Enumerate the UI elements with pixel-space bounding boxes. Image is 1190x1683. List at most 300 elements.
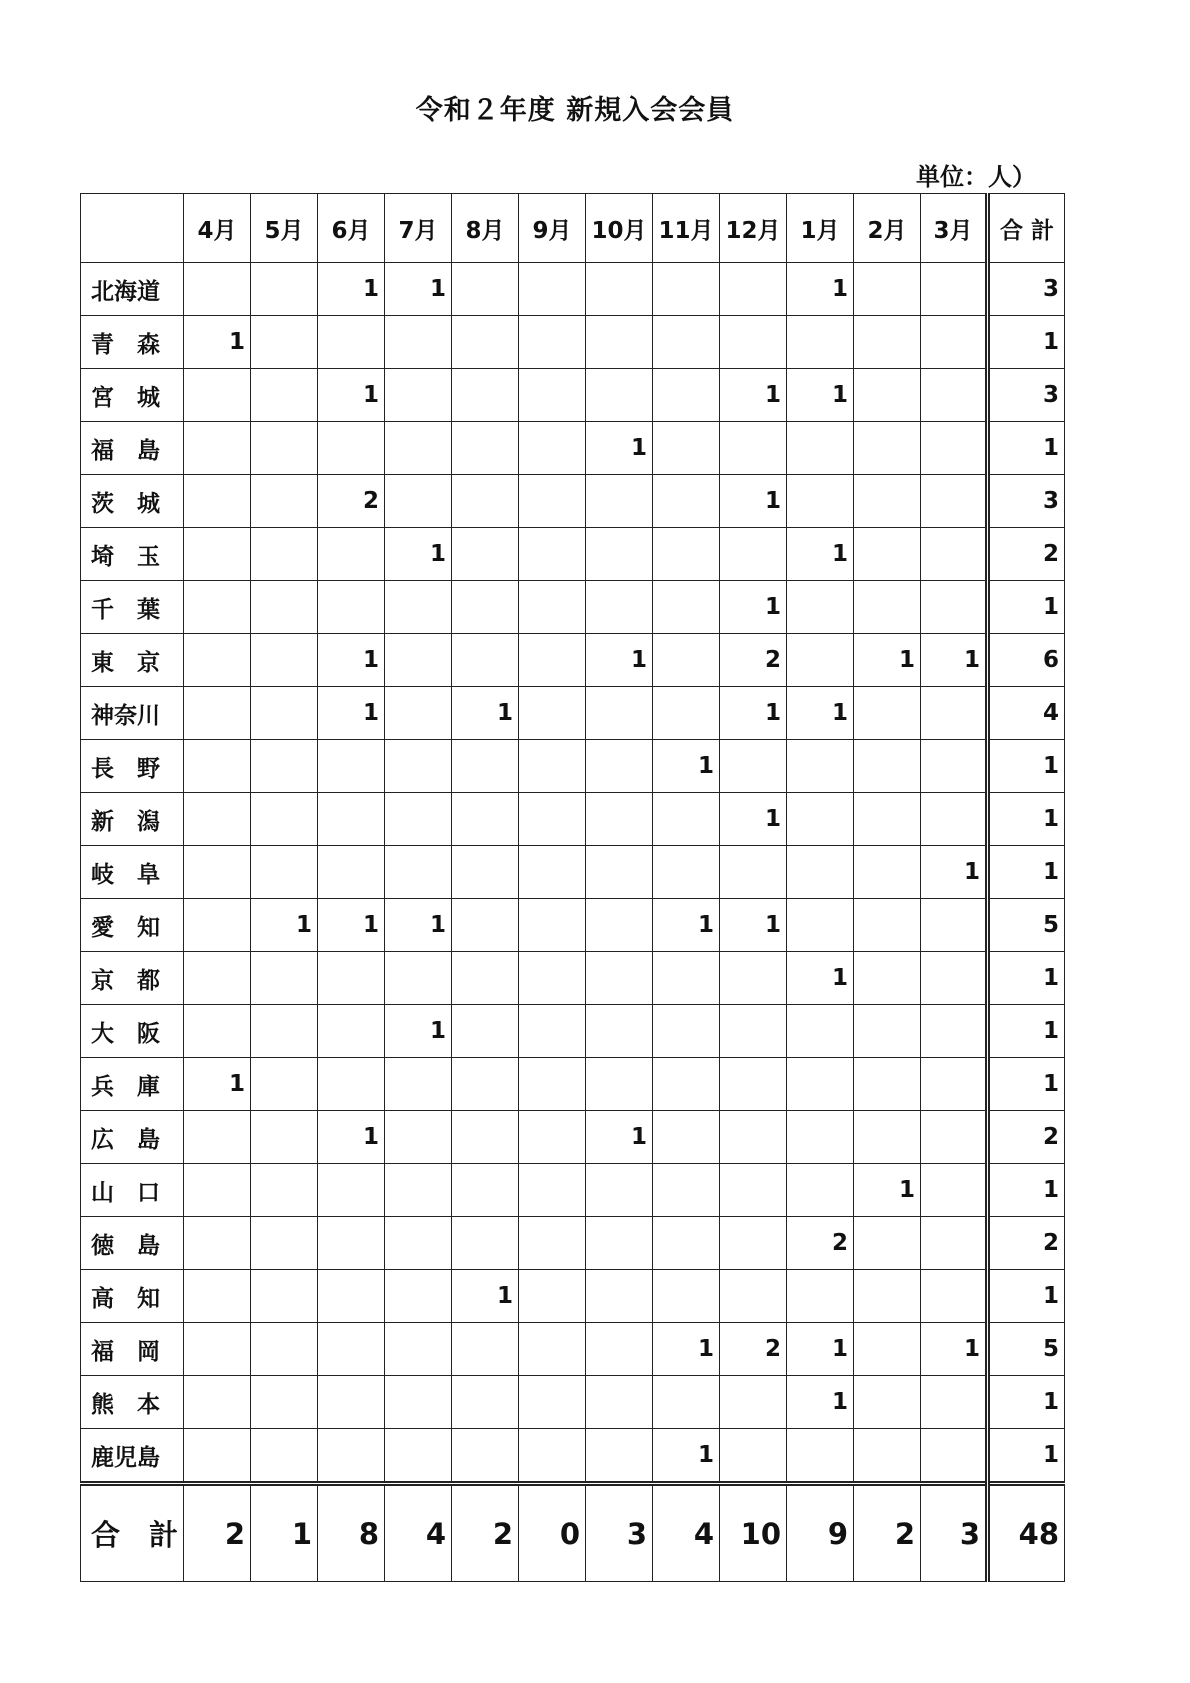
total-label: 合 計 [81, 1484, 184, 1582]
table-cell [452, 1111, 519, 1164]
table-cell: 2 [854, 1484, 921, 1582]
table-cell: 2 [720, 1323, 787, 1376]
table-cell [720, 1217, 787, 1270]
table-cell [251, 369, 318, 422]
table-cell [251, 422, 318, 475]
table-cell [720, 1111, 787, 1164]
table-cell [720, 1376, 787, 1429]
table-cell [787, 1005, 854, 1058]
table-cell [653, 1111, 720, 1164]
row-total-cell: 6 [988, 634, 1065, 687]
table-cell [385, 1429, 452, 1484]
table-cell [519, 899, 586, 952]
table-cell [653, 369, 720, 422]
table-cell [720, 846, 787, 899]
row-total-cell: 2 [988, 528, 1065, 581]
table-cell [653, 475, 720, 528]
table-cell [787, 581, 854, 634]
row-total-cell: 1 [988, 740, 1065, 793]
table-cell [653, 1376, 720, 1429]
table-cell [653, 316, 720, 369]
table-cell [519, 263, 586, 316]
table-cell: 1 [787, 1323, 854, 1376]
table-cell [787, 316, 854, 369]
table-cell [921, 899, 988, 952]
table-cell [653, 952, 720, 1005]
table-cell [251, 475, 318, 528]
table-row [81, 263, 1065, 316]
row-total-cell: 3 [988, 475, 1065, 528]
table-cell [787, 1111, 854, 1164]
row-total-cell: 1 [988, 1270, 1065, 1323]
table-cell [318, 740, 385, 793]
table-cell [519, 1429, 586, 1484]
table-cell [251, 1270, 318, 1323]
column-header: 1月 [787, 194, 854, 263]
table-cell: 1 [318, 263, 385, 316]
row-total-cell: 5 [988, 899, 1065, 952]
table-cell [184, 1429, 251, 1484]
table-cell [720, 740, 787, 793]
table-cell: 1 [720, 899, 787, 952]
column-header: 6月 [318, 194, 385, 263]
table-cell [921, 1217, 988, 1270]
table-cell: 3 [586, 1484, 653, 1582]
table-cell: 1 [251, 1484, 318, 1582]
table-cell: 1 [385, 263, 452, 316]
table-cell [586, 1376, 653, 1429]
prefecture-label: 兵 庫 [81, 1058, 184, 1111]
header-corner [81, 194, 184, 263]
table-cell: 1 [653, 1323, 720, 1376]
table-cell [385, 1376, 452, 1429]
table-row [81, 1164, 1065, 1217]
table-cell [184, 422, 251, 475]
table-cell [586, 899, 653, 952]
table-cell [519, 1217, 586, 1270]
table-cell [519, 1058, 586, 1111]
header-row [81, 194, 1065, 263]
table-cell [385, 1111, 452, 1164]
table-cell [787, 1270, 854, 1323]
table-cell [854, 687, 921, 740]
table-cell [921, 1058, 988, 1111]
table-cell [318, 581, 385, 634]
table-cell [653, 846, 720, 899]
table-cell [854, 1270, 921, 1323]
table-cell [854, 1005, 921, 1058]
table-cell [653, 687, 720, 740]
table-cell [854, 1323, 921, 1376]
table-cell [586, 1164, 653, 1217]
table-cell [586, 581, 653, 634]
table-cell [586, 952, 653, 1005]
prefecture-label: 徳 島 [81, 1217, 184, 1270]
table-cell [854, 793, 921, 846]
prefecture-label: 大 阪 [81, 1005, 184, 1058]
table-cell [251, 740, 318, 793]
table-cell [184, 846, 251, 899]
table-cell [720, 1005, 787, 1058]
row-total-cell: 1 [988, 1376, 1065, 1429]
table-row [81, 899, 1065, 952]
table-cell [586, 475, 653, 528]
table-cell [251, 528, 318, 581]
table-cell [921, 1005, 988, 1058]
table-cell [586, 846, 653, 899]
table-cell: 2 [720, 634, 787, 687]
table-cell [519, 687, 586, 740]
table-cell [519, 528, 586, 581]
column-header: 10月 [586, 194, 653, 263]
table-cell [519, 316, 586, 369]
table-cell [921, 581, 988, 634]
table-cell [586, 1005, 653, 1058]
table-cell [854, 1111, 921, 1164]
table-cell [787, 846, 854, 899]
table-cell [452, 263, 519, 316]
table-cell [251, 263, 318, 316]
table-cell [385, 369, 452, 422]
column-header: 8月 [452, 194, 519, 263]
table-cell: 1 [586, 422, 653, 475]
prefecture-label: 京 都 [81, 952, 184, 1005]
table-row [81, 528, 1065, 581]
table-row [81, 740, 1065, 793]
table-row [81, 1005, 1065, 1058]
table-cell [921, 369, 988, 422]
table-cell [251, 1058, 318, 1111]
row-total-cell: 3 [988, 369, 1065, 422]
table-cell [452, 846, 519, 899]
column-header: 7月 [385, 194, 452, 263]
table-cell [586, 1058, 653, 1111]
row-total-cell: 2 [988, 1111, 1065, 1164]
table-cell: 1 [586, 634, 653, 687]
table-cell [854, 528, 921, 581]
table-cell [452, 369, 519, 422]
table-cell: 1 [385, 1005, 452, 1058]
table-row [81, 1376, 1065, 1429]
table-cell [653, 581, 720, 634]
table-row [81, 1217, 1065, 1270]
row-total-cell: 5 [988, 1323, 1065, 1376]
table-cell [385, 793, 452, 846]
table-cell [385, 316, 452, 369]
row-total-cell: 2 [988, 1217, 1065, 1270]
table-cell [184, 581, 251, 634]
table-cell [653, 1058, 720, 1111]
table-cell [385, 687, 452, 740]
table-cell [854, 899, 921, 952]
prefecture-label: 長 野 [81, 740, 184, 793]
table-cell [921, 316, 988, 369]
table-cell: 1 [452, 1270, 519, 1323]
table-cell [452, 1058, 519, 1111]
table-cell: 10 [720, 1484, 787, 1582]
table-cell: 1 [787, 528, 854, 581]
table-cell [385, 1164, 452, 1217]
table-cell: 1 [184, 316, 251, 369]
table-row [81, 1429, 1065, 1484]
table-cell [854, 475, 921, 528]
table-cell [519, 1376, 586, 1429]
row-total-cell: 48 [988, 1484, 1065, 1582]
prefecture-label: 福 岡 [81, 1323, 184, 1376]
table-cell [720, 1164, 787, 1217]
table-row [81, 369, 1065, 422]
prefecture-label: 埼 玉 [81, 528, 184, 581]
table-cell [921, 1111, 988, 1164]
table-cell [385, 952, 452, 1005]
table-cell [318, 1270, 385, 1323]
row-total-cell: 1 [988, 793, 1065, 846]
table-cell: 1 [921, 634, 988, 687]
table-cell: 2 [318, 475, 385, 528]
table-cell [586, 1323, 653, 1376]
unit-label: 単位：人） [916, 163, 1036, 191]
row-total-cell: 1 [988, 1164, 1065, 1217]
table-cell [921, 687, 988, 740]
table-cell [854, 1058, 921, 1111]
table-cell: 1 [586, 1111, 653, 1164]
column-header: 12月 [720, 194, 787, 263]
table-cell [720, 263, 787, 316]
table-cell [653, 793, 720, 846]
table-cell [251, 1376, 318, 1429]
prefecture-label: 鹿児島 [81, 1429, 184, 1484]
table-cell [251, 1323, 318, 1376]
table-cell [519, 1270, 586, 1323]
table-row [81, 634, 1065, 687]
table-cell [184, 952, 251, 1005]
prefecture-label: 愛 知 [81, 899, 184, 952]
table-cell [318, 422, 385, 475]
table-cell [385, 422, 452, 475]
table-row [81, 1270, 1065, 1323]
table-cell [318, 1429, 385, 1484]
table-cell [385, 1270, 452, 1323]
table-cell [385, 581, 452, 634]
table-cell [921, 475, 988, 528]
table-cell: 1 [921, 846, 988, 899]
table-row [81, 316, 1065, 369]
table-cell [452, 1005, 519, 1058]
table-cell [787, 899, 854, 952]
table-cell [318, 528, 385, 581]
table-cell [921, 528, 988, 581]
table-cell [184, 1323, 251, 1376]
table-cell [854, 740, 921, 793]
table-cell [720, 316, 787, 369]
table-cell [653, 422, 720, 475]
table-cell [653, 1270, 720, 1323]
table-cell [452, 1164, 519, 1217]
table-cell [586, 528, 653, 581]
table-cell [720, 528, 787, 581]
table-cell [318, 846, 385, 899]
table-cell [921, 793, 988, 846]
table-cell [787, 740, 854, 793]
table-body [81, 263, 1065, 1582]
table-cell: 1 [318, 1111, 385, 1164]
row-total-cell: 1 [988, 422, 1065, 475]
table-cell [586, 1270, 653, 1323]
table-cell [452, 475, 519, 528]
row-total-cell: 1 [988, 581, 1065, 634]
table-cell [184, 369, 251, 422]
table-cell: 1 [720, 793, 787, 846]
table-row [81, 475, 1065, 528]
table-cell [452, 1376, 519, 1429]
table-cell: 1 [452, 687, 519, 740]
table-cell [586, 793, 653, 846]
table-cell [184, 528, 251, 581]
column-header: 3月 [921, 194, 988, 263]
column-header-total: 合 計 [988, 194, 1065, 263]
table-cell [251, 952, 318, 1005]
table-cell [318, 316, 385, 369]
table-cell: 1 [318, 687, 385, 740]
total-row [81, 1484, 1065, 1582]
table-cell [318, 1376, 385, 1429]
prefecture-label: 高 知 [81, 1270, 184, 1323]
table-row [81, 687, 1065, 740]
table-cell [854, 369, 921, 422]
table-cell [251, 1429, 318, 1484]
table-cell [519, 422, 586, 475]
table-cell [385, 846, 452, 899]
table-cell [184, 899, 251, 952]
table-cell [452, 1217, 519, 1270]
prefecture-label: 東 京 [81, 634, 184, 687]
column-header: 5月 [251, 194, 318, 263]
table-row [81, 846, 1065, 899]
table-cell [854, 316, 921, 369]
table-cell: 1 [921, 1323, 988, 1376]
table-cell [452, 581, 519, 634]
table-cell [519, 740, 586, 793]
table-row [81, 1058, 1065, 1111]
table-row [81, 581, 1065, 634]
row-total-cell: 4 [988, 687, 1065, 740]
row-total-cell: 3 [988, 263, 1065, 316]
prefecture-label: 宮 城 [81, 369, 184, 422]
table-cell [720, 1270, 787, 1323]
table-cell: 0 [519, 1484, 586, 1582]
table-cell [184, 1164, 251, 1217]
table-cell [251, 687, 318, 740]
table-cell [452, 1323, 519, 1376]
table-cell [251, 846, 318, 899]
table-cell [452, 793, 519, 846]
table-cell [251, 1111, 318, 1164]
table-cell: 1 [385, 899, 452, 952]
table-cell [251, 1005, 318, 1058]
table-cell [251, 1217, 318, 1270]
table-cell: 1 [787, 369, 854, 422]
table-cell [184, 793, 251, 846]
table-cell: 1 [720, 687, 787, 740]
table-cell [251, 793, 318, 846]
table-cell [921, 422, 988, 475]
table-cell [586, 263, 653, 316]
table-cell [519, 846, 586, 899]
table-cell: 1 [318, 369, 385, 422]
row-total-cell: 1 [988, 846, 1065, 899]
table-cell [452, 1429, 519, 1484]
table-cell: 1 [653, 1429, 720, 1484]
prefecture-label: 青 森 [81, 316, 184, 369]
table-cell [452, 422, 519, 475]
column-header: 4月 [184, 194, 251, 263]
table-cell [452, 952, 519, 1005]
prefecture-label: 熊 本 [81, 1376, 184, 1429]
prefecture-label: 千 葉 [81, 581, 184, 634]
table-cell [720, 1429, 787, 1484]
table-cell [184, 1376, 251, 1429]
table-cell: 1 [787, 1376, 854, 1429]
table-cell: 1 [184, 1058, 251, 1111]
table-cell [519, 952, 586, 1005]
table-cell [787, 1429, 854, 1484]
table-cell [921, 740, 988, 793]
table-cell [720, 1058, 787, 1111]
table-cell [251, 316, 318, 369]
table-cell: 1 [720, 369, 787, 422]
table-cell [519, 475, 586, 528]
table-cell: 1 [653, 899, 720, 952]
prefecture-label: 北海道 [81, 263, 184, 316]
table-cell [385, 634, 452, 687]
table-cell [854, 1217, 921, 1270]
row-total-cell: 1 [988, 1429, 1065, 1484]
table-cell [854, 581, 921, 634]
table-row [81, 952, 1065, 1005]
table-cell: 2 [184, 1484, 251, 1582]
table-cell [519, 793, 586, 846]
table-cell: 1 [318, 634, 385, 687]
table-cell: 4 [653, 1484, 720, 1582]
table-cell [251, 634, 318, 687]
table-cell [854, 1429, 921, 1484]
table-cell [184, 1217, 251, 1270]
table-cell [184, 1005, 251, 1058]
table-cell [519, 1111, 586, 1164]
table-cell [787, 1058, 854, 1111]
table-row [81, 793, 1065, 846]
table-cell [251, 1164, 318, 1217]
table-row [81, 1111, 1065, 1164]
table-cell [318, 1164, 385, 1217]
row-total-cell: 1 [988, 1005, 1065, 1058]
table-cell [452, 316, 519, 369]
table-cell: 3 [921, 1484, 988, 1582]
row-total-cell: 1 [988, 316, 1065, 369]
table-cell [854, 846, 921, 899]
table-cell [921, 1270, 988, 1323]
table-cell [452, 528, 519, 581]
table-cell [720, 422, 787, 475]
table-cell [787, 793, 854, 846]
table-cell [184, 687, 251, 740]
table-cell [586, 316, 653, 369]
table-cell [854, 952, 921, 1005]
table-cell [519, 1005, 586, 1058]
column-header: 11月 [653, 194, 720, 263]
table-cell: 1 [854, 1164, 921, 1217]
table-cell [385, 1058, 452, 1111]
